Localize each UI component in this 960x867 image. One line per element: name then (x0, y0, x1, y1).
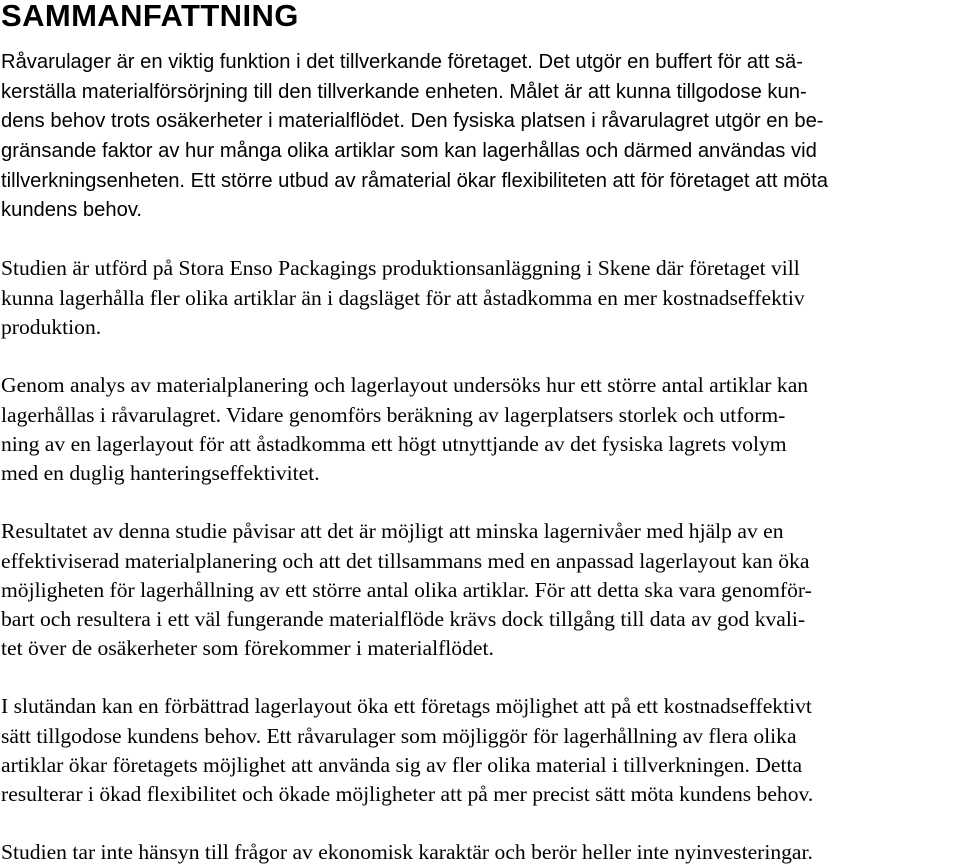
text-line: dens behov trots osäkerheter i materialflödet. Den fysiska platsen i råvarulagret utgör en be- (1, 110, 824, 132)
text-line: Genom analys av materialplanering och lagerlayout undersöks hur ett större antal artiklar kan (1, 373, 809, 397)
text-line: Resultatet av denna studie påvisar att det är möjligt att minska lagernivåer med hjälp av en (1, 519, 784, 543)
text-line: kundens behov. (1, 199, 143, 221)
text-line: Studien är utförd på Stora Enso Packagings produktionsanläggning i Skene där företaget vill (1, 256, 800, 280)
text-line: resulterar i ökad flexibilitet och ökade möjligheter att på mer precist sätt möta kundens behov. (1, 782, 814, 806)
text-line: tillverkningsenheten. Ett större utbud av råmaterial ökar flexibiliteten att för företaget att möta (1, 170, 828, 192)
text-line: kerställa materialförsörjning till den tillverkande enheten. Målet är att kunna tillgodose kun- (1, 81, 807, 103)
page-title: SAMMANFATTNING (1, 0, 299, 33)
text-line: sätt tillgodose kundens behov. Ett råvarulager som möjliggör för lagerhållning av flera olika (1, 724, 797, 748)
text-line: I slutändan kan en förbättrad lagerlayout öka ett företags möjlighet att på ett kostnadseffektivt (1, 694, 812, 718)
text-line: tet över de osäkerheter som förekommer i materialflödet. (1, 636, 494, 660)
text-line: ning av en lagerlayout för att åstadkomma ett högt utnyttjande av det fysiska lagrets volym (1, 432, 787, 456)
text-line: med en duglig hanteringseffektivitet. (1, 461, 320, 485)
text-line: gränsande faktor av hur många olika artiklar som kan lagerhållas och därmed användas vid (1, 140, 817, 162)
text-line: produktion. (1, 315, 102, 339)
text-line: Råvarulager är en viktig funktion i det tillverkande företaget. Det utgör en buffert för att sä- (1, 51, 803, 73)
text-line: effektiviserad materialplanering och att det tillsammans med en anpassad lagerlayout kan öka (1, 549, 810, 573)
text-line: bart och resultera i ett väl fungerande materialflöde krävs dock tillgång till data av god kvali- (1, 607, 806, 631)
text-line: lagerhållas i råvarulagret. Vidare genomförs beräkning av lagerplatsers storlek och utform- (1, 403, 786, 427)
text-line: möjligheten för lagerhållning av ett större antal olika artiklar. För att detta ska vara genomför- (1, 578, 812, 602)
text-line: artiklar ökar företagets möjlighet att använda sig av fler olika material i tillverkningen. Detta (1, 753, 803, 777)
text-line: Studien tar inte hänsyn till frågor av ekonomisk karaktär och berör heller inte nyinvesteringar. (1, 840, 813, 864)
text-line: kunna lagerhålla fler olika artiklar än i dagsläget för att åstadkomma en mer kostnadseffektiv (1, 286, 805, 310)
